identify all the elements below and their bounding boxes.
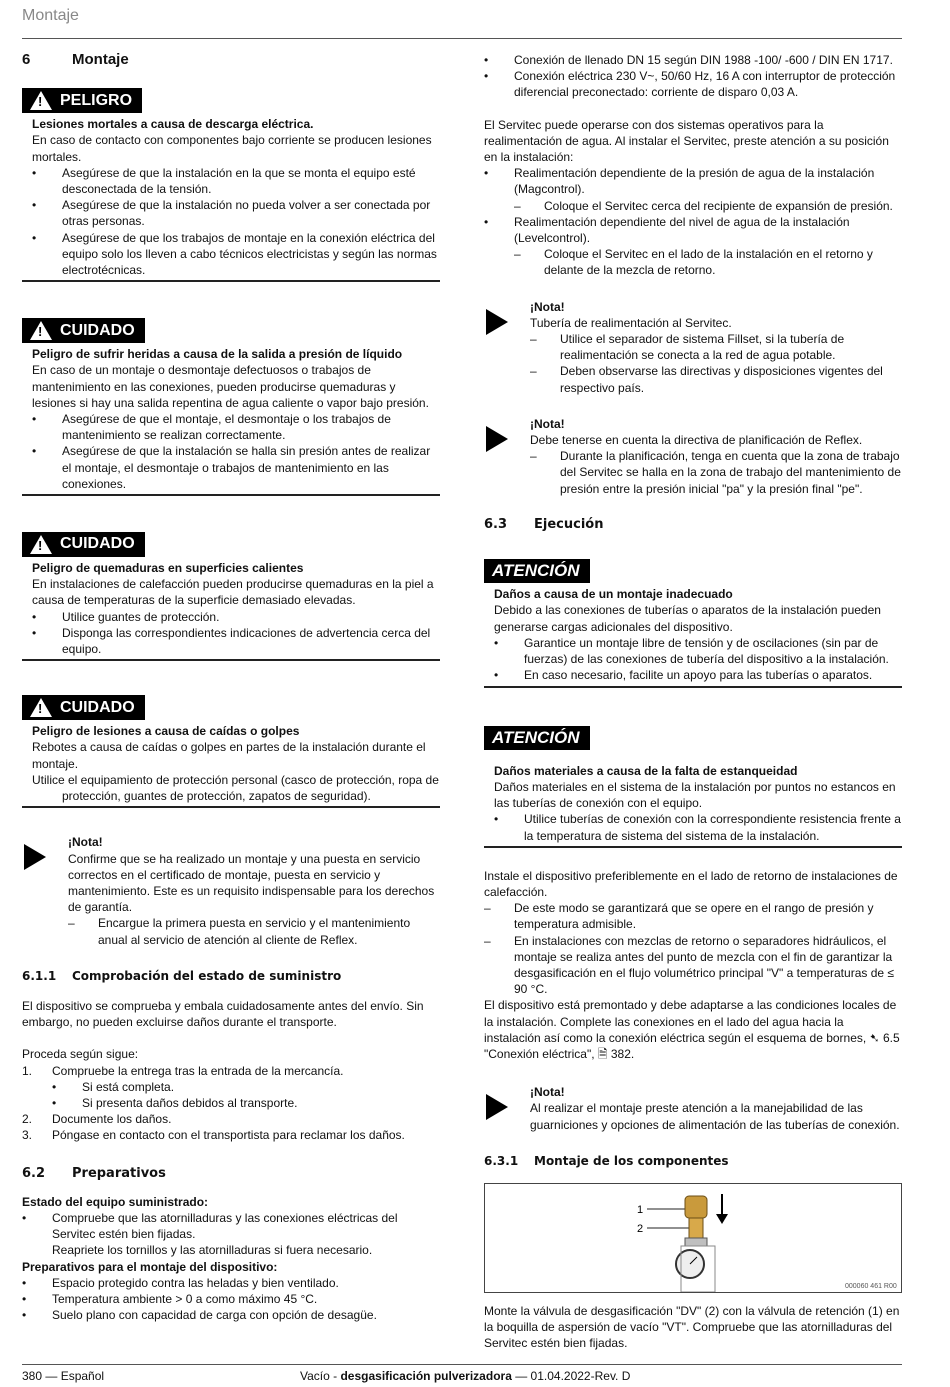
list-item: • Asegúrese de que los trabajos de montaje en la conexión eléctrica del equipo solo los lleven a cabo técnicos electricistas y según las normas electrotécnicas. xyxy=(32,230,437,278)
note-text: Confirme que se ha realizado un montaje y una puesta en servicio correctos en el certificado de montaje, puesta en servicio y mantenimiento. Este es un requisito indispensable para los derechos de garantía. xyxy=(68,851,435,915)
list-item: • Asegúrese de que la instalación se halla sin presión antes de realizar el montaje, el desmontaje o trabajos de mantenimiento en las conexiones. xyxy=(32,444,431,491)
list-item: • Si está completa. xyxy=(52,1079,175,1094)
section-number: 6 xyxy=(22,51,31,68)
valve-drawing xyxy=(485,1184,901,1292)
page-number: 380 — Español xyxy=(22,1369,105,1383)
note-text: Debe tenerse en cuenta la directiva de planificación de Reflex. xyxy=(530,433,863,448)
label-1: 1 xyxy=(637,1203,644,1216)
list-item: – Encargue la primera puesta en servicio y el mantenimiento anual al servicio de atención al cliente de Reflex. xyxy=(68,916,411,947)
caution-signal: ! CUIDADO xyxy=(22,695,145,720)
note-text: Tubería de realimentación al Servitec. xyxy=(530,315,732,330)
warning-text: Utilice el equipamiento de protección personal (casco de protección, ropa de xyxy=(32,772,439,787)
note-box xyxy=(484,1084,902,1133)
list-item: • Utilice guantes de protección. xyxy=(32,609,220,624)
list-item: 3. Póngase en contacto con el transportista para reclamar los daños. xyxy=(22,1128,405,1143)
list-item: – En instalaciones con mezclas de retorno o separadores hidráulicos, el montaje se realiza antes del punto de mezcla con el fin de garantizar la desgasificación en el flujo volumétrico principal "V" a temperaturas de ≤ 90 °C. xyxy=(484,933,894,997)
list-item: • Conexión de llenado DN 15 según DIN 1988 -100/ -600 / DIN EN 1717. xyxy=(484,53,893,67)
warning-text: En caso de un montaje o desmontaje defectuosos o trabajos de mantenimiento en las conexiones, pueden producirse quemaduras y lesiones si hay una salida repentina de agua caliente o vapor bajo presión. xyxy=(32,363,429,410)
warning-text: En caso de contacto con componentes bajo corriente se producen lesiones mortales. xyxy=(32,133,432,164)
warning-icon: ! xyxy=(30,321,52,340)
body-text: Instale el dispositivo preferiblemente en el lado de retorno de instalaciones de calefacción. xyxy=(484,868,898,899)
note-box xyxy=(22,834,440,947)
note-title: ¡Nota! xyxy=(68,835,103,850)
body-text: Monte la válvula de desgasificación "DV" (2) con la válvula de retención (1) en la boquilla de aspersión de vacío "VT". Compruebe que las atornilladuras del Servitec estén bien fijadas. xyxy=(484,1303,900,1351)
subheading: Estado del equipo suministrado: xyxy=(22,1194,209,1209)
note-box xyxy=(484,299,902,396)
list-item: • Asegúrese de que la instalación en la que se monta el equipo esté desconectada de la tensión. xyxy=(32,165,416,197)
body-text: El dispositivo se comprueba y embala cuidadosamente antes del envío. Sin embargo, no pueden excluirse daños durante el transporte. xyxy=(22,998,424,1030)
footer-rule xyxy=(22,1364,902,1365)
notice-signal: ATENCIÓN xyxy=(484,559,590,583)
list-item: • Si presenta daños debidos al transporte. xyxy=(52,1095,298,1110)
cuidado-box-2 xyxy=(22,532,440,661)
section-heading-6-3-1: 6.3.1 Montaje de los componentes xyxy=(484,1153,729,1168)
note-box xyxy=(484,416,902,497)
warning-title: Daños a causa de un montaje inadecuado xyxy=(494,587,733,602)
list-item: • Realimentación dependiente del nivel de agua de la instalación (Levelcontrol). xyxy=(484,214,850,246)
left-column xyxy=(22,48,440,1323)
list-item: • Asegúrese de que el montaje, el desmontaje o los trabajos de mantenimiento se realizan correctamente. xyxy=(32,412,391,443)
page-header: Montaje xyxy=(22,7,79,24)
note-arrow-icon xyxy=(24,844,46,870)
warning-text: protección, guantes de protección, zapatos de seguridad). xyxy=(62,789,371,804)
list-item: • En caso necesario, facilite un apoyo para las tuberías o aparatos. xyxy=(494,668,873,683)
note-arrow-icon xyxy=(486,426,508,452)
note-title: ¡Nota! xyxy=(530,416,565,431)
component-figure xyxy=(484,1183,902,1293)
note-title: ¡Nota! xyxy=(530,1085,565,1100)
note-arrow-icon xyxy=(486,1094,508,1120)
section-title: Montaje xyxy=(72,51,129,68)
list-item: 2. Documente los daños. xyxy=(22,1112,172,1127)
warning-title: Peligro de quemaduras en superficies calientes xyxy=(32,561,304,576)
body-text: El Servitec puede operarse con dos sistemas operativos para la realimentación de agua. Al instalar el Servitec, preste atención a su posición en la instalación: xyxy=(484,117,889,165)
warning-icon: ! xyxy=(30,535,52,554)
warning-title: Peligro de sufrir heridas a causa de la salida a presión de líquido xyxy=(32,347,403,362)
danger-signal xyxy=(22,88,142,113)
list-item: • Disponga las correspondientes indicaciones de advertencia cerca del equipo. xyxy=(32,625,431,657)
warning-title: Lesiones mortales a causa de descarga eléctrica. xyxy=(32,117,314,132)
warning-icon: ! xyxy=(30,91,52,110)
note-text: Al realizar el montaje preste atención a la manejabilidad de las guarniciones y opciones de alimentación de las tuberías de conexión. xyxy=(530,1101,900,1132)
list-item: • Conexión eléctrica 230 V~, 50/60 Hz, 16 A con interruptor de protección diferencial preconectado: corriente de disparo 0,03 A. xyxy=(484,69,896,100)
section-heading-6 xyxy=(22,52,440,68)
warning-title: Daños materiales a causa de la falta de estanqueidad xyxy=(494,763,798,778)
list-item: – Deben observarse las directivas y disposiciones vigentes del respectivo país. xyxy=(530,364,883,395)
caution-signal: ! CUIDADO xyxy=(22,318,145,343)
atencion-box-2 xyxy=(484,726,902,848)
caution-signal: ! CUIDADO xyxy=(22,532,145,557)
body-text: El dispositivo está premontado y debe adaptarse a las condiciones locales de la instalación. Complete las conexiones en el lado del agua hacia la instalación así como la conexión eléctrica según el esquema de bornes, ➷ 6.5 "Conexión eléctrica", 🗎 382. xyxy=(484,998,900,1061)
list-item: • Espacio protegido contra las heladas y bien ventilado. xyxy=(22,1275,339,1290)
list-item: • Garantice un montaje libre de tensión y de oscilaciones (sin par de fuerzas) de las conexiones de tubería del dispositivo a la instalación. xyxy=(494,635,889,667)
label-2: 2 xyxy=(637,1222,644,1235)
figure-code: 000060 461 R00 xyxy=(845,1282,897,1290)
warning-text: Rebotes a causa de caídas o golpes en partes de la instalación durante el montaje. xyxy=(32,740,426,771)
section-heading-6-1-1: 6.1.1 Comprobación del estado de suministro xyxy=(22,968,342,983)
list-item: • Realimentación dependiente de la presión de agua de la instalación (Magcontrol). xyxy=(484,166,875,197)
note-title: ¡Nota! xyxy=(530,299,565,314)
note-arrow-icon xyxy=(486,309,508,335)
cuidado-box-1 xyxy=(22,318,440,496)
right-column xyxy=(484,52,902,1352)
warning-text: En instalaciones de calefacción pueden producirse quemaduras en la piel a causa de temperaturas de la superficie demasiado elevadas. xyxy=(32,577,434,608)
atencion-box-1 xyxy=(484,559,902,687)
cuidado-box-3 xyxy=(22,695,440,808)
list-item: • Utilice tuberías de conexión con la correspondiente resistencia frente a la temperatura de sistema del sistema de la instalación. xyxy=(494,812,901,843)
body-text: Proceda según sigue: xyxy=(22,1047,139,1062)
warning-title: Peligro de lesiones a causa de caídas o golpes xyxy=(32,724,300,739)
header-rule xyxy=(22,38,902,39)
list-item: – Coloque el Servitec en el lado de la instalación en el retorno y delante de la mezcla de retorno. xyxy=(514,247,873,278)
section-heading-6-3: 6.3 Ejecución xyxy=(484,516,604,532)
document-title: Vacío - desgasificación pulverizadora — 01.04.2022-Rev. D xyxy=(300,1369,631,1383)
list-item: • Compruebe que las atornilladuras y las conexiones eléctricas del Servitec estén bien fijadas. xyxy=(22,1210,398,1242)
section-heading-6-2: 6.2 Preparativos xyxy=(22,1165,166,1181)
list-item: • Temperatura ambiente > 0 a como máximo 45 °C. xyxy=(22,1291,318,1306)
peligro-box xyxy=(22,88,440,282)
list-item: – Durante la planificación, tenga en cuenta que la zona de trabajo del Servitec se halla en la zona de trabajo del mantenimiento de presión entre la presión inicial "pa" y la presión final "pe". xyxy=(530,449,901,496)
subheading: Preparativos para el montaje del dispositivo: xyxy=(22,1259,278,1274)
list-item: • Suelo plano con capacidad de carga con opción de desagüe. xyxy=(22,1308,377,1323)
warning-text: Debido a las conexiones de tuberías o aparatos de la instalación pueden generarse cargas adicionales del dispositivo. xyxy=(494,603,881,634)
list-item: 1. Compruebe la entrega tras la entrada de la mercancía. xyxy=(22,1063,344,1078)
body-text: Reapriete los tornillos y las atornilladuras si fuera necesario. xyxy=(52,1243,373,1258)
list-item: • Asegúrese de que la instalación no pueda volver a ser conectada por otras personas. xyxy=(32,198,431,229)
list-item: – De este modo se garantizará que se opere en el rango de presión y temperatura admisible. xyxy=(484,901,874,932)
warning-text: Daños materiales en el sistema de la instalación por puntos no estancos en las tuberías de conexión con el equipo. xyxy=(494,779,896,811)
notice-signal: ATENCIÓN xyxy=(484,726,590,750)
warning-icon: ! xyxy=(30,698,52,717)
list-item: – Utilice el separador de sistema Fillset, si la tubería de realimentación se conecta a la red de agua potable. xyxy=(530,332,845,363)
signal-word: PELIGRO xyxy=(60,91,133,109)
list-item: – Coloque el Servitec cerca del recipiente de expansión de presión. xyxy=(514,198,893,213)
